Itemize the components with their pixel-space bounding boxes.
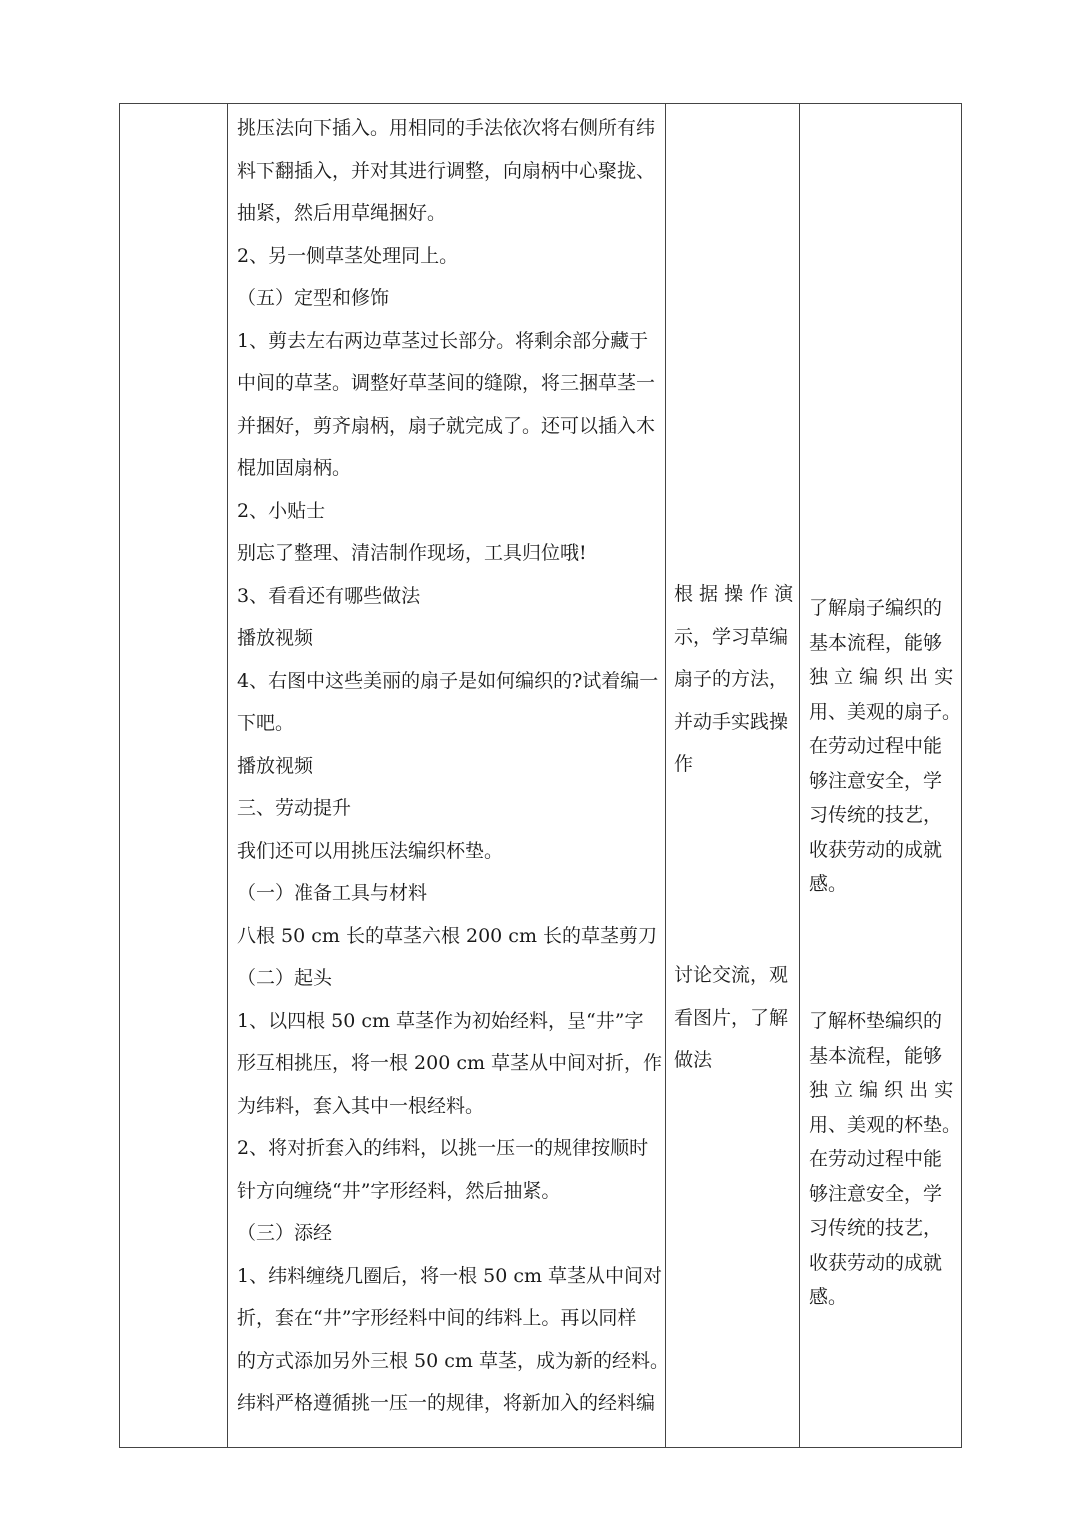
text-line: 的方式添加另外三根 50 cm 草茎，成为新的经料。: [237, 1349, 669, 1372]
text-line: 八根 50 cm 长的草茎六根 200 cm 长的草茎剪刀: [237, 924, 657, 947]
text-line: 纬料严格遵循挑一压一的规律，将新加入的经料编: [237, 1392, 656, 1414]
text-line: 感。: [809, 873, 848, 895]
text-line: 下吧。: [237, 712, 295, 734]
text-line: 3、看看还有哪些做法: [237, 584, 421, 607]
text-line: （二）起头: [237, 967, 333, 989]
text-line: （五）定型和修饰: [237, 287, 390, 309]
text-line: 挑压法向下插入。用相同的手法依次将右侧所有纬: [237, 117, 656, 139]
text-line: 播放视频: [237, 627, 314, 649]
text-line: 做法: [674, 1049, 713, 1071]
text-line: 了解扇子编织的: [809, 597, 943, 619]
text-line: 2、另一侧草茎处理同上。: [237, 244, 459, 267]
text-line: 习传统的技艺，: [809, 1217, 943, 1239]
text-line: 用、美观的杯垫。: [809, 1113, 962, 1136]
text-line: 基本流程，能够: [809, 1044, 943, 1067]
student-activity-cell: [665, 104, 799, 1447]
text-line: 独 立 编 织 出 实: [809, 666, 954, 688]
text-line: 折，套在“井”字形经料中间的纬料上。再以同样: [237, 1307, 637, 1329]
text-line: 1、剪去左右两边草茎过长部分。将剩余部分藏于: [237, 329, 649, 352]
text-line: 收获劳动的成就: [809, 838, 943, 861]
text-line: 收获劳动的成就: [809, 1251, 943, 1274]
text-line: 习传统的技艺，: [809, 804, 943, 826]
text-line: 讨论交流，观: [674, 964, 789, 986]
text-line: 1、以四根 50 cm 草茎作为初始经料，呈“井”字: [237, 1009, 644, 1032]
text-line: （一）准备工具与材料: [237, 882, 428, 904]
text-line: 作: [674, 753, 694, 775]
text-line: 形互相挑压，将一根 200 cm 草茎从中间对折，作: [237, 1052, 663, 1074]
text-line: 中间的草茎。调整好草茎间的缝隙，将三捆草茎一: [237, 372, 656, 394]
text-line: 并动手实践操: [674, 710, 789, 733]
text-line: 棍加固扇柄。: [237, 457, 352, 479]
text-line: 2、将对折套入的纬料，以挑一压一的规律按顺时: [237, 1137, 649, 1159]
text-line: 根 据 操 作 演: [674, 583, 794, 605]
text-line: 播放视频: [237, 754, 314, 777]
text-line: 够注意安全，学: [809, 769, 943, 792]
text-line: 4、右图中这些美丽的扇子是如何编织的?试着编一: [237, 669, 659, 692]
text-line: 感。: [809, 1286, 848, 1308]
text-line: 料下翻插入，并对其进行调整，向扇柄中心聚拢、: [237, 159, 656, 182]
text-line: 针方向缠绕“井”字形经料，然后抽紧。: [237, 1179, 561, 1202]
text-line: 用、美观的扇子。: [809, 700, 962, 723]
design-intent-cell: [799, 104, 963, 1447]
lesson-plan-table: [119, 103, 962, 1448]
text-line: 并捆好，剪齐扇柄，扇子就完成了。还可以插入木: [237, 414, 656, 437]
text-line: 为纬料，套入其中一根经料。: [237, 1094, 485, 1117]
text-line: 1、纬料缠绕几圈后，将一根 50 cm 草茎从中间对: [237, 1264, 663, 1287]
text-line: （三）添经: [237, 1222, 333, 1244]
text-line: 够注意安全，学: [809, 1182, 943, 1205]
text-line: 在劳动过程中能: [809, 1148, 943, 1170]
text-line: 示，学习草编: [674, 625, 789, 648]
text-line: 别忘了整理、清洁制作现场，工具归位哦!: [237, 542, 587, 564]
text-line: 在劳动过程中能: [809, 735, 943, 757]
text-line: 扇子的方法，: [674, 668, 789, 690]
text-line: 我们还可以用挑压法编织杯垫。: [237, 839, 504, 862]
teaching-content-cell: [227, 104, 669, 1447]
text-line: 三、劳动提升: [237, 797, 352, 819]
section-column-cell: [120, 104, 227, 1447]
text-line: 独 立 编 织 出 实: [809, 1079, 954, 1101]
text-line: 了解杯垫编织的: [809, 1010, 943, 1032]
text-line: 基本流程，能够: [809, 631, 943, 654]
text-line: 2、小贴士: [237, 499, 326, 522]
text-line: 看图片，了解: [674, 1006, 789, 1029]
text-line: 抽紧，然后用草绳捆好。: [237, 202, 447, 224]
